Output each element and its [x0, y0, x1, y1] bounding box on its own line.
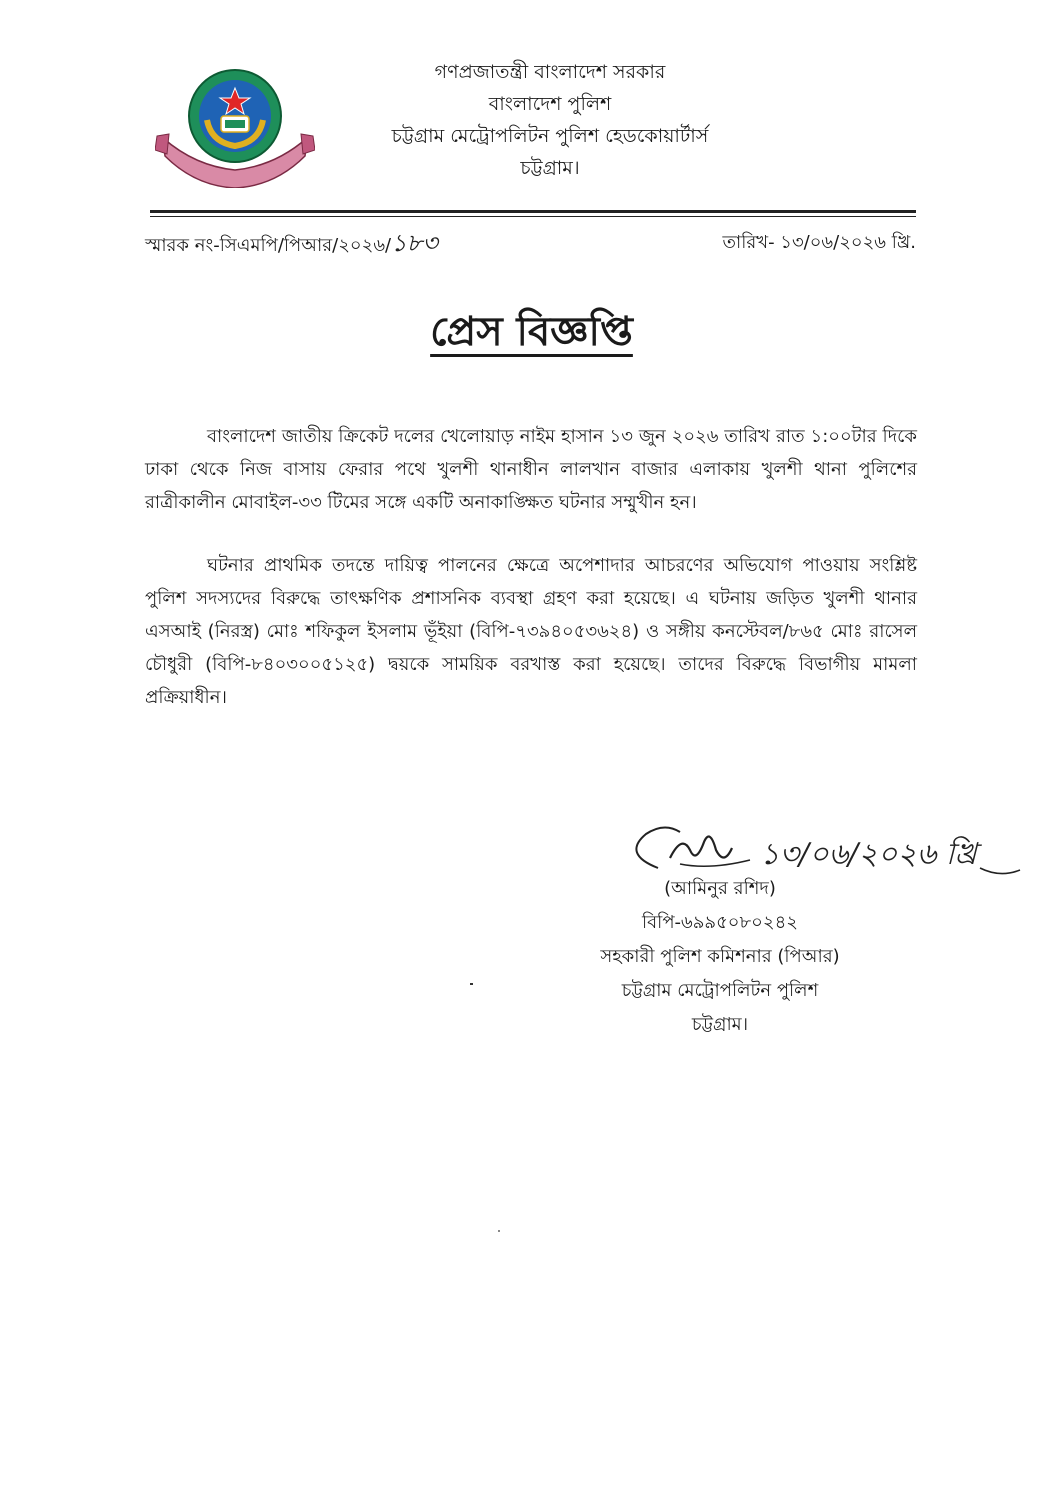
signatory-name: (আমিনুর রশিদ): [664, 878, 776, 899]
release-body: [145, 420, 917, 744]
header-divider: [150, 210, 916, 213]
memo-number: [145, 230, 438, 259]
department-name: বাংলাদেশ পুলিশ: [488, 93, 612, 115]
press-release-title: [0, 300, 1063, 367]
police-emblem-icon: [155, 58, 315, 188]
handwritten-memo-number: ১৮৩: [391, 229, 438, 257]
handwritten-date: ১৩/০৬/২০২৬ খ্রি: [760, 837, 977, 872]
signatory-bp-number: বিপি-৬৯৯৫০৮০২৪২: [642, 912, 798, 933]
organization-header: [300, 56, 800, 184]
scan-speck: [498, 1230, 500, 1232]
headquarters-name: চট্টগ্রাম মেট্রোপলিটন পুলিশ হেডকোয়ার্টার্স: [391, 125, 709, 147]
memo-label: স্মারক নং-সিএমপি/পিআর/২০২৬/: [145, 235, 392, 256]
title-text: প্রেস বিজ্ঞপ্তি: [430, 309, 633, 355]
signatory-office: চট্টগ্রাম মেট্রোপলিটন পুলিশ: [621, 980, 819, 1001]
scan-speck: [470, 983, 473, 985]
signatory-block: [520, 872, 920, 1042]
city-name: চট্টগ্রাম।: [520, 157, 580, 179]
header-divider-thin: [150, 216, 916, 217]
memo-date: তারিখ- ১৩/০৬/২০২৬ খ্রি.: [722, 232, 916, 253]
signatory-designation: সহকারী পুলিশ কমিশনার (পিআর): [600, 946, 840, 967]
body-paragraph-2: ঘটনার প্রাথমিক তদন্তে দায়িত্ব পালনের ক্ষেত্রে অপেশাদার আচরণের অভিযোগ পাওয়ায় সংশ্লিষ্ট পুলিশ সদস্যদের বিরুদ্ধে তাৎক্ষণিক প্রশাসনিক ব্যবস্থা গ্রহণ করা হয়েছে। এ ঘটনায় জড়িত খুলশী থানার এসআই (নিরস্ত্র) মোঃ শফিকুল ইসলাম ভূঁইয়া (বিপি-৭৩৯৪০৫৩৬২৪) ও সঙ্গীয় কনস্টেবল/৮৬৫ মোঃ রাসেল চৌধুরী (বিপি-৮৪০৩০০৫১২৫) দ্বয়কে সাময়িক বরখাস্ত করা হয়েছে। তাদের বিরুদ্ধে বিভাগীয় মামলা প্রক্রিয়াধীন।: [145, 555, 917, 708]
govt-name: গণপ্রজাতন্ত্রী বাংলাদেশ সরকার: [434, 61, 666, 83]
body-paragraph-1: বাংলাদেশ জাতীয় ক্রিকেট দলের খেলোয়াড় নাইম হাসান ১৩ জুন ২০২৬ তারিখ রাত ১:০০টার দিকে ঢাকা থেকে নিজ বাসায় ফেরার পথে খুলশী থানাধীন লালখান বাজার এলাকায় খুলশী থানা পুলিশের রাত্রীকালীন মোবাইল-৩৩ টিমের সঙ্গে একটি অনাকাঙ্ক্ষিত ঘটনার সম্মুখীন হন।: [145, 426, 917, 513]
signatory-city: চট্টগ্রাম।: [691, 1014, 749, 1035]
